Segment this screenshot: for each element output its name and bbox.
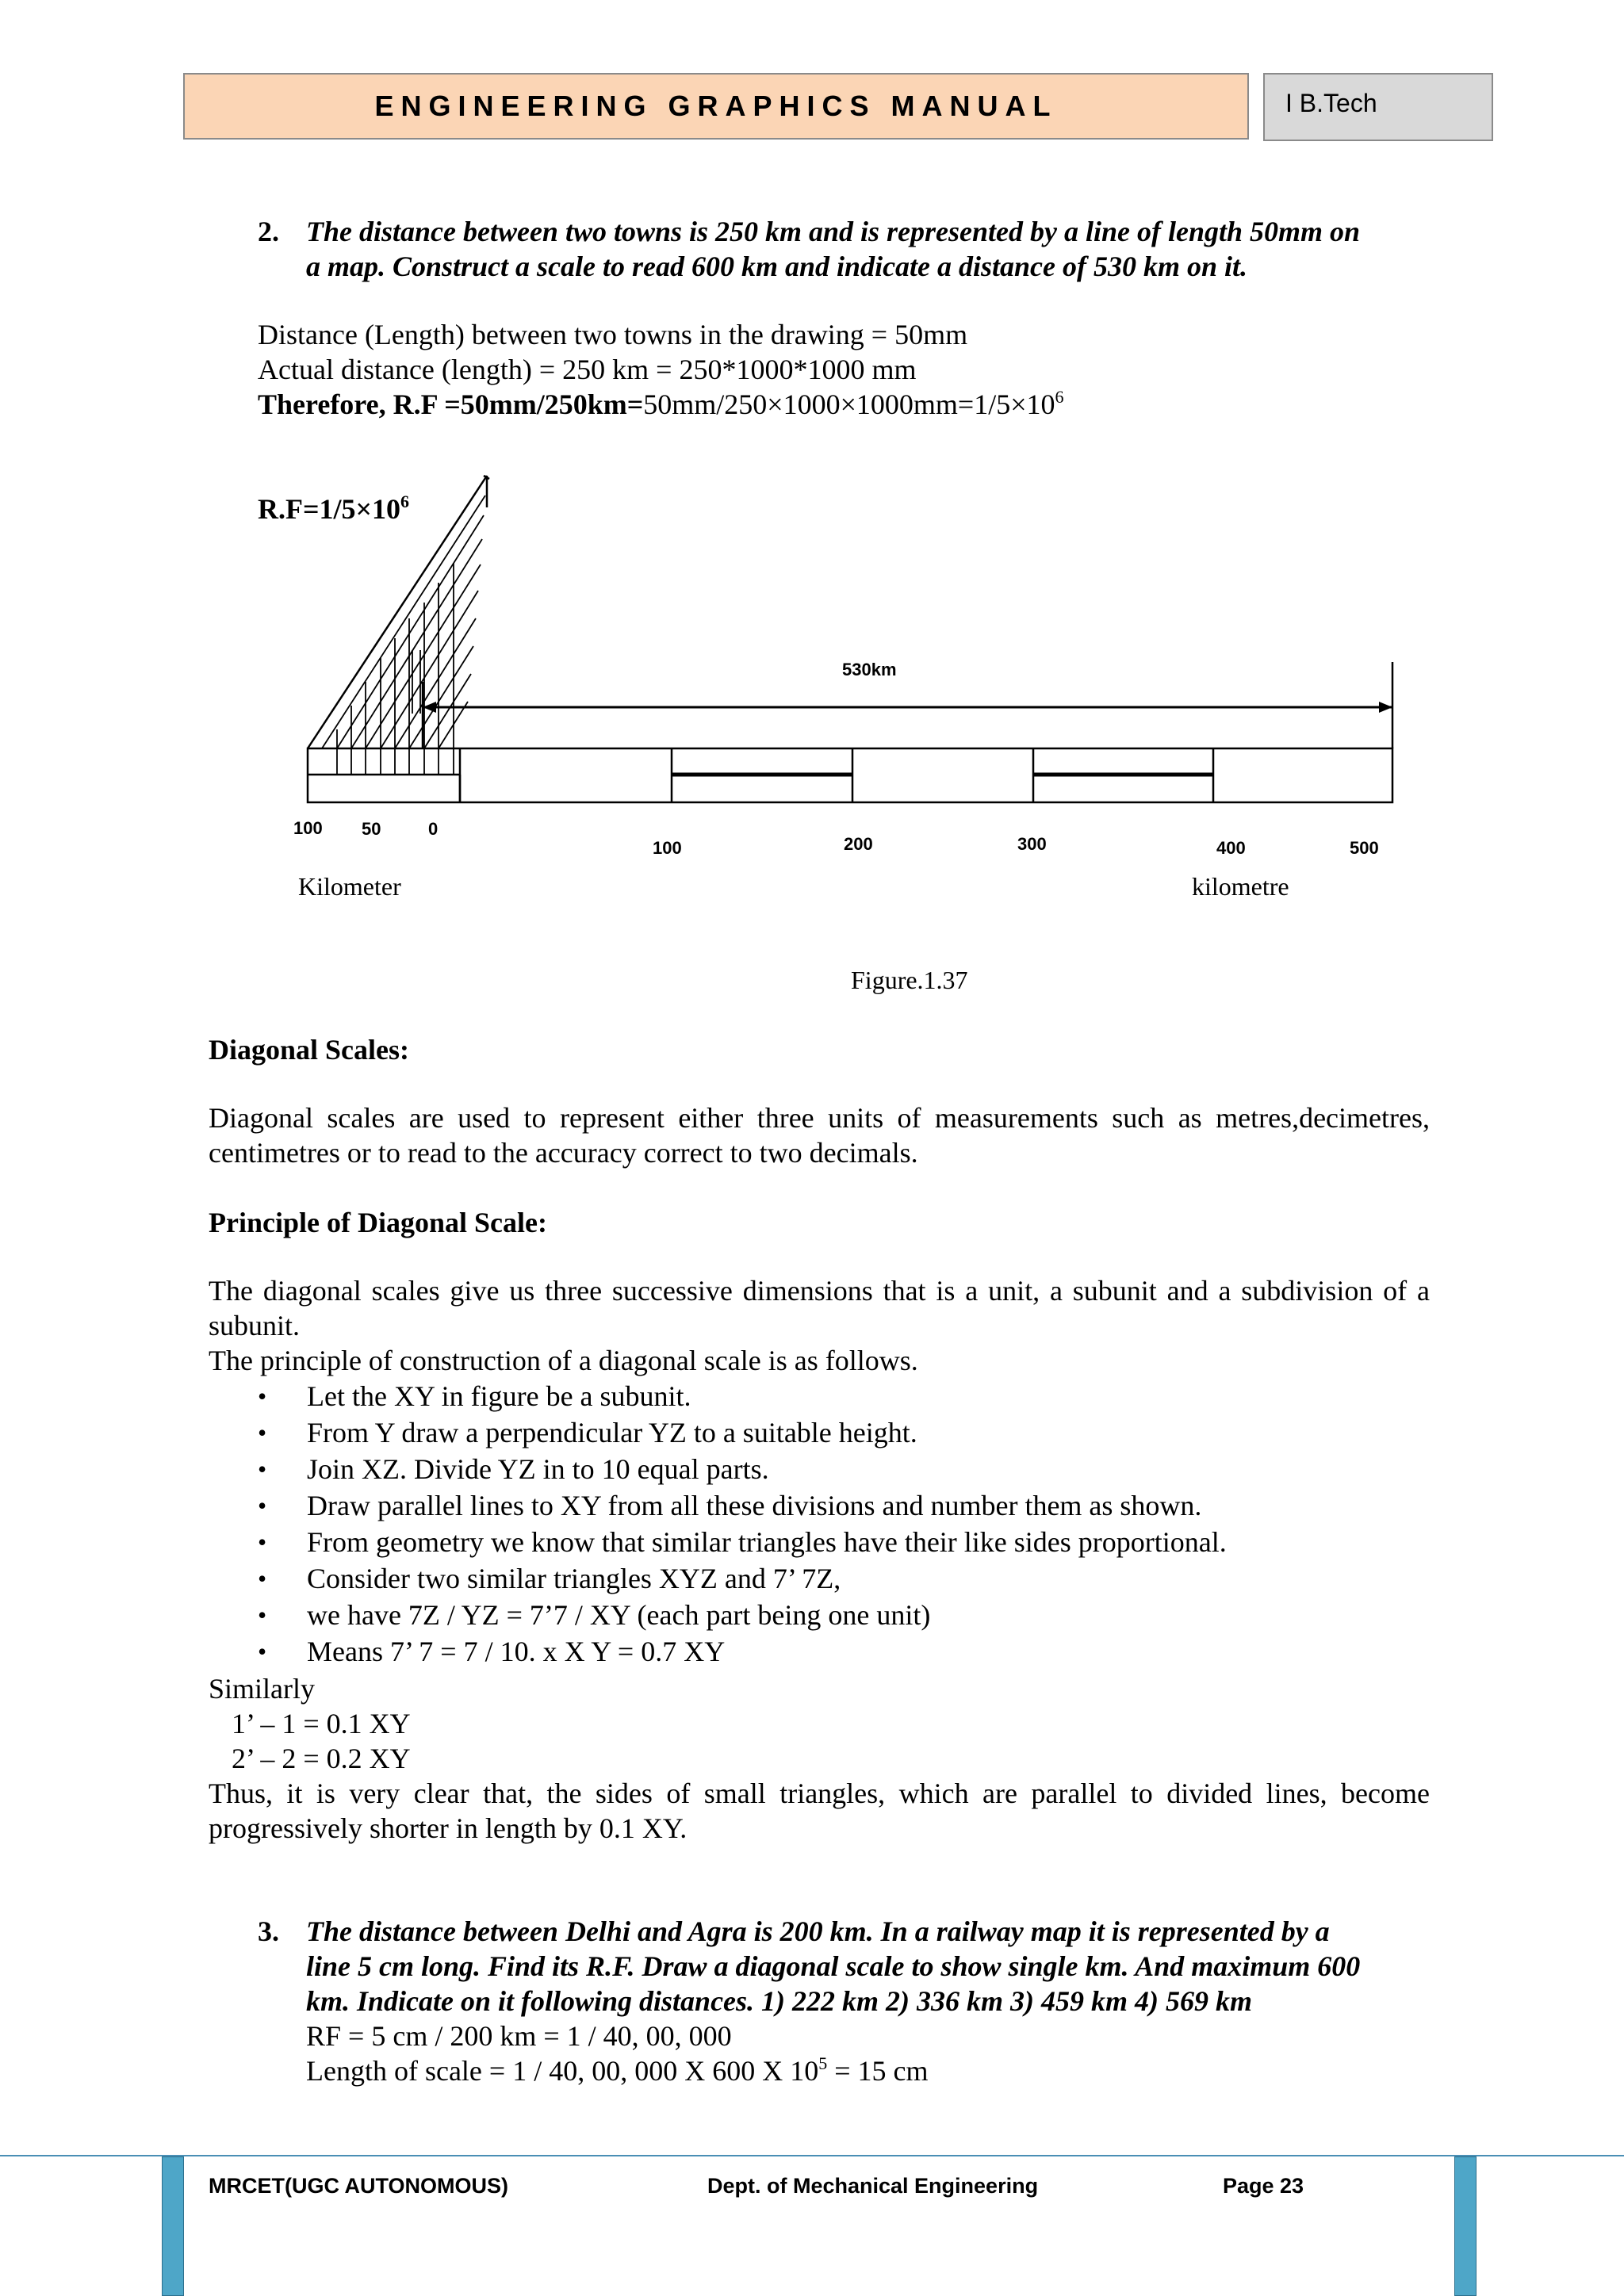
tick-label-200: 200 <box>844 834 873 854</box>
q3-rf: RF = 5 cm / 200 km = 1 / 40, 00, 000 <box>306 2020 732 2052</box>
diagonal-paragraph: Diagonal scales are used to represent either three units of measurements such as metres,decimetres, centimetres or to read to the accuracy correct to two decimals. <box>209 1102 1430 1169</box>
principle-intro: The principle of construction of a diagonal scale is as follows. <box>209 1345 918 1376</box>
header-title: ENGINEERING GRAPHICS MANUAL <box>374 90 1058 122</box>
similarly-label: Similarly <box>209 1673 315 1705</box>
tick-label-left-100: 100 <box>293 818 323 838</box>
bullet-item: • Means 7’ 7 = 7 / 10. x X Y = 0.7 XY <box>307 1633 1433 1670</box>
bullet-item: • From Y draw a perpendicular YZ to a suitable height. <box>307 1414 1433 1451</box>
q2-calc3 <box>258 387 1064 422</box>
tick-label-400: 400 <box>1216 838 1246 858</box>
unit-right: kilometre <box>1192 872 1289 901</box>
bullet-item: • Draw parallel lines to XY from all these divisions and number them as shown. <box>307 1487 1433 1524</box>
equation-2: 2’ – 2 = 0.2 XY <box>232 1743 411 1774</box>
q2-line2: a map. Construct a scale to read 600 km and indicate a distance of 530 km on it. <box>306 251 1248 282</box>
q3-length-sup: 5 <box>818 2053 828 2073</box>
q2-line1: The distance between two towns is 250 km and is represented by a line of length 50mm on <box>306 216 1361 247</box>
rf-label-sup: 6 <box>400 492 410 511</box>
bullet-item: • Consider two similar triangles XYZ and 7’ 7Z, <box>307 1560 1433 1597</box>
tick-label-300: 300 <box>1017 834 1047 854</box>
figure-caption: Figure.1.37 <box>851 966 968 994</box>
principle-paragraph: The diagonal scales give us three successive dimensions that is a unit, a subunit and a subdivision of a subunit. <box>209 1275 1430 1341</box>
q2-calc1: Distance (Length) between two towns in the drawing = 50mm <box>258 319 968 350</box>
header-title-box <box>183 73 1249 140</box>
header-course: I B.Tech <box>1263 73 1493 141</box>
plain-scale-figure <box>293 468 1404 872</box>
footer-rule <box>0 2155 1624 2156</box>
construction-lines <box>322 496 485 748</box>
tick-label-zero: 0 <box>428 819 439 839</box>
arrow-right <box>1379 702 1392 713</box>
footer-department: Dept. of Mechanical Engineering <box>707 2174 1039 2198</box>
footer-page-number: Page 23 <box>1223 2174 1304 2198</box>
tick-label-left-50: 50 <box>362 819 381 839</box>
q2-calc3-bold: Therefore, R.F =50mm/250km= <box>258 388 644 420</box>
q3-length-text: Length of scale = 1 / 40, 00, 000 X 600 X 10 <box>306 2055 819 2087</box>
q3-length-result: = 15 cm <box>827 2055 929 2087</box>
unit-left: Kilometer <box>298 872 401 901</box>
q3-line1: The distance between Delhi and Agra is 200 km. In a railway map it is represented by a <box>306 1915 1330 1947</box>
diagonal-heading: Diagonal Scales: <box>209 1034 410 1066</box>
bullet-item: • we have 7Z / YZ = 7’7 / XY (each part being one unit) <box>307 1597 1433 1633</box>
equation-1: 1’ – 1 = 0.1 XY <box>232 1708 411 1739</box>
q2-calc3-rest: 50mm/250×1000×1000mm=1/5×10 <box>643 388 1055 420</box>
bullet-item: • Join XZ. Divide YZ in to 10 equal parts. <box>307 1451 1433 1487</box>
principle-bullets <box>307 1378 1433 1670</box>
q2-calc3-sup: 6 <box>1055 387 1064 407</box>
bullet-item: • Let the XY in figure be a subunit. <box>307 1378 1433 1414</box>
q2-calc2: Actual distance (length) = 250 km = 250*1000*1000 mm <box>258 354 917 385</box>
footer-institution: MRCET(UGC AUTONOMOUS) <box>209 2174 508 2198</box>
q3-line3: km. Indicate on it following distances. 1) 222 km 2) 336 km 3) 459 km 4) 569 km <box>306 1985 1253 2017</box>
tick-label-100: 100 <box>653 838 682 858</box>
tick-label-500: 500 <box>1350 838 1379 858</box>
bullet-item: • From geometry we know that similar triangles have their like sides proportional. <box>307 1524 1433 1560</box>
footer-bar-right <box>1454 2156 1477 2296</box>
rf-label-text: R.F=1/5×10 <box>258 493 401 525</box>
principle-heading: Principle of Diagonal Scale: <box>209 1207 547 1238</box>
q2-number: 2. <box>258 216 279 247</box>
q3-line2: line 5 cm long. Find its R.F. Draw a diagonal scale to show single km. And maximum 600 <box>306 1950 1361 1982</box>
q3-number: 3. <box>258 1915 279 1947</box>
footer-bar-left <box>162 2156 184 2296</box>
thus-paragraph: Thus, it is very clear that, the sides of small triangles, which are parallel to divided lines, become progressively shorter in length by 0.1 XY. <box>209 1777 1430 1844</box>
q3-length <box>306 2053 929 2088</box>
dimension-label: 530km <box>842 660 897 679</box>
